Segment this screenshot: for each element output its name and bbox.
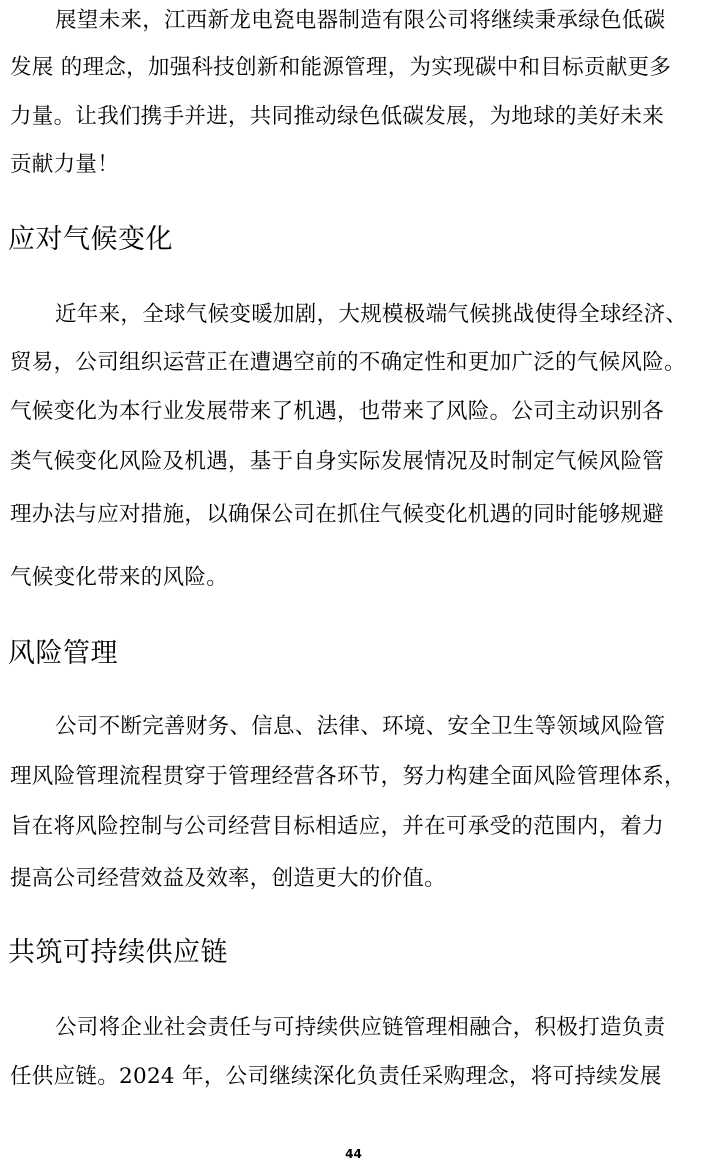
section-heading-climate: 应对气候变化 <box>8 224 173 255</box>
paragraph-line: 气候变化带来的风险。 <box>10 565 229 590</box>
paragraph-line: 公司不断完善财务、信息、法律、环境、安全卫生等领域风险管 <box>55 714 666 739</box>
paragraph-line: 任供应链。2024 年，公司继续深化负责任采购理念，将可持续发展 <box>10 1064 662 1089</box>
paragraph-line: 公司将企业社会责任与可持续供应链管理相融合，积极打造负责 <box>55 1015 666 1040</box>
paragraph-line: 类气候变化风险及机遇，基于自身实际发展情况及时制定气候风险管 <box>10 449 665 474</box>
paragraph-line: 近年来，全球气候变暖加剧，大规模极端气候挑战使得全球经济、 <box>55 302 688 327</box>
paragraph-line: 理风险管理流程贯穿于管理经营各环节，努力构建全面风险管理体系， <box>10 764 686 789</box>
paragraph-line: 发展 的理念，加强科技创新和能源管理，为实现碳中和目标贡献更多 <box>10 55 672 80</box>
paragraph-line: 提高公司经营效益及效率，创造更大的价值。 <box>10 866 447 891</box>
paragraph-line: 气候变化为本行业发展带来了机遇，也带来了风险。公司主动识别各 <box>10 399 665 424</box>
paragraph-line: 理办法与应对措施，以确保公司在抓住气候变化机遇的同时能够规避 <box>10 502 665 527</box>
paragraph-line: 贡献力量！ <box>10 152 120 177</box>
paragraph-line: 贸易，公司组织运营正在遭遇空前的不确定性和更加广泛的气候风险。 <box>10 350 686 375</box>
paragraph-line: 旨在将风险控制与公司经营目标相适应，并在可承受的范围内，着力 <box>10 814 665 839</box>
page-number: 44 <box>345 1147 362 1161</box>
paragraph-line: 力量。让我们携手并进，共同推动绿色低碳发展，为地球的美好未来 <box>10 104 665 129</box>
paragraph-line: 展望未来，江西新龙电瓷电器制造有限公司将继续秉承绿色低碳 <box>55 8 666 33</box>
section-heading-supply-chain: 共筑可持续供应链 <box>8 937 228 968</box>
section-heading-risk: 风险管理 <box>8 638 118 669</box>
